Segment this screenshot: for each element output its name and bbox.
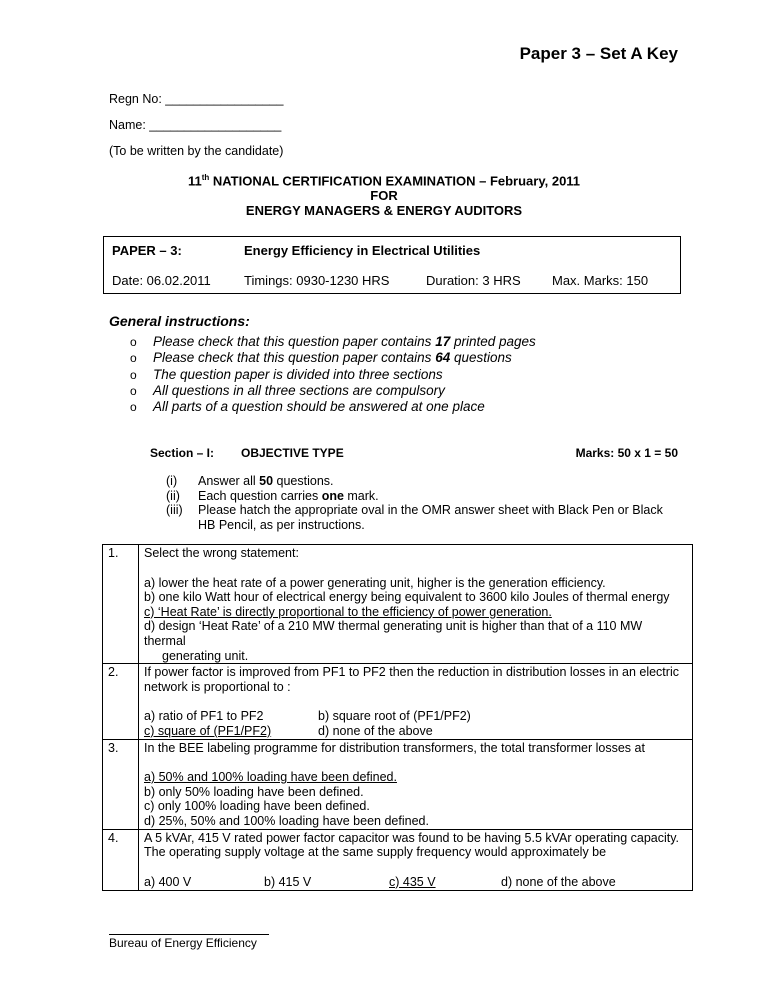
instruction-text: Please check that this question paper contains: [153, 350, 436, 366]
option-c-answer: c) square of (PF1/PF2): [144, 723, 272, 738]
question-body: [139, 664, 693, 739]
paper-subject: Energy Efficiency in Electrical Utilities: [244, 243, 481, 258]
footer-divider: [109, 934, 269, 935]
note-text: questions.: [273, 474, 334, 488]
exam-date: Date: 06.02.2011: [112, 273, 211, 288]
candidate-note: (To be written by the candidate): [109, 144, 284, 158]
note-text: Each question carries: [198, 488, 322, 503]
section-heading: [150, 446, 344, 460]
bullet-icon: o: [130, 367, 137, 382]
question-row: [103, 545, 693, 664]
note-number: (ii): [166, 488, 180, 503]
question-number: 2.: [103, 664, 139, 739]
name-field: Name: ___________________: [109, 118, 282, 132]
question-row: [103, 664, 693, 739]
exam-ordinal: 11: [187, 173, 202, 189]
question-body: [139, 545, 693, 664]
bullet-icon: o: [130, 351, 137, 366]
note-text: mark.: [343, 488, 379, 503]
note-bold: one: [321, 488, 344, 503]
option-c-answer: c) 435 V: [389, 874, 436, 889]
question-row: [103, 829, 693, 891]
note-text: Please hatch the appropriate oval in the OMR answer sheet with Black Pen or Black HB Pencil, as per instructions.: [198, 503, 663, 532]
option-b: b) one kilo Watt hour of electrical energy being equivalent to 3600 kilo Joules of thermal energy: [144, 590, 670, 605]
bullet-icon: o: [130, 383, 137, 398]
exam-heading-text: NATIONAL CERTIFICATION EXAMINATION – February, 2011: [209, 173, 581, 189]
section-notes: [166, 474, 678, 532]
option-d: d) design ‘Heat Rate’ of a 210 MW thermal generating unit is higher than that of a 110 MW thermal: [144, 619, 643, 648]
option-d: d) none of the above: [318, 723, 433, 738]
instruction-text: Please check that this question paper contains: [153, 334, 436, 349]
option-c-answer: c) ‘Heat Rate’ is directly proportional to the efficiency of power generation.: [144, 604, 552, 619]
note-text: Answer all: [198, 474, 260, 488]
footer-text: Bureau of Energy Efficiency: [109, 936, 257, 950]
question-body: [139, 739, 693, 829]
instruction-text: questions: [450, 350, 512, 366]
option-b: b) square root of (PF1/PF2): [318, 709, 471, 724]
page-title: Paper 3 – Set A Key: [519, 44, 678, 63]
section-label: Section – I:: [150, 446, 215, 460]
exam-heading-line3: ENERGY MANAGERS & ENERGY AUDITORS: [245, 203, 523, 218]
max-marks: Max. Marks: 150: [552, 273, 649, 288]
instruction-bold: 17: [435, 334, 451, 349]
option-d-continued: generating unit.: [162, 648, 249, 663]
section-marks: Marks: 50 x 1 = 50: [575, 446, 678, 460]
note-number: (i): [166, 474, 178, 488]
question-stem: In the BEE labeling programme for distribution transformers, the total transformer losses at: [144, 740, 645, 755]
question-number: 4.: [103, 829, 139, 891]
instruction-text: The question paper is divided into three sections: [153, 366, 443, 382]
question-stem: Select the wrong statement:: [144, 546, 299, 560]
option-d: d) 25%, 50% and 100% loading have been defined.: [144, 813, 429, 828]
option-c: c) only 100% loading have been defined.: [144, 799, 370, 814]
exam-duration: Duration: 3 HRS: [426, 273, 521, 288]
regn-no-field: Regn No: _________________: [109, 92, 284, 106]
instruction-text: All parts of a question should be answered at one place: [153, 399, 485, 415]
note-number: (iii): [166, 503, 183, 517]
instruction-text: printed pages: [450, 334, 536, 349]
instructions-heading: General instructions:: [109, 313, 250, 329]
option-a: a) lower the heat rate of a power generating unit, higher is the generation efficiency.: [144, 575, 606, 590]
option-a: a) 400 V: [144, 874, 192, 889]
paper-number: PAPER – 3:: [112, 243, 182, 258]
option-d: d) none of the above: [501, 874, 616, 889]
exam-ordinal-suffix: th: [201, 173, 210, 182]
questions-table: [102, 544, 693, 891]
instruction-text: All questions in all three sections are compulsory: [153, 382, 445, 398]
section-note: [166, 474, 678, 489]
option-b: b) 415 V: [264, 874, 312, 889]
exam-heading-line2: FOR: [370, 188, 398, 203]
option-a: a) ratio of PF1 to PF2: [144, 709, 264, 724]
question-stem: If power factor is improved from PF1 to PF2 then the reduction in distribution losses in an electric network is proportional to :: [144, 665, 679, 694]
question-row: [103, 739, 693, 829]
section-note: [166, 503, 678, 532]
bullet-icon: o: [130, 335, 137, 349]
note-bold: 50: [259, 474, 274, 488]
exam-heading-line1: [0, 173, 768, 188]
instruction-bold: 64: [435, 350, 451, 366]
bullet-icon: o: [130, 400, 137, 415]
question-body: [139, 829, 693, 891]
paper-info-box: [103, 236, 681, 294]
section-name: OBJECTIVE TYPE: [241, 446, 344, 460]
section-note: [166, 489, 678, 504]
question-stem: A 5 kVAr, 415 V rated power factor capacitor was found to be having 5.5 kVAr operating capacity. The operating supply voltage at the same supply frequency would approximately be: [144, 830, 680, 860]
question-number: 1.: [103, 545, 139, 664]
question-number: 3.: [103, 739, 139, 829]
option-b: b) only 50% loading have been defined.: [144, 784, 364, 799]
exam-timings: Timings: 0930-1230 HRS: [244, 273, 390, 288]
option-a-answer: a) 50% and 100% loading have been defined.: [144, 770, 397, 785]
